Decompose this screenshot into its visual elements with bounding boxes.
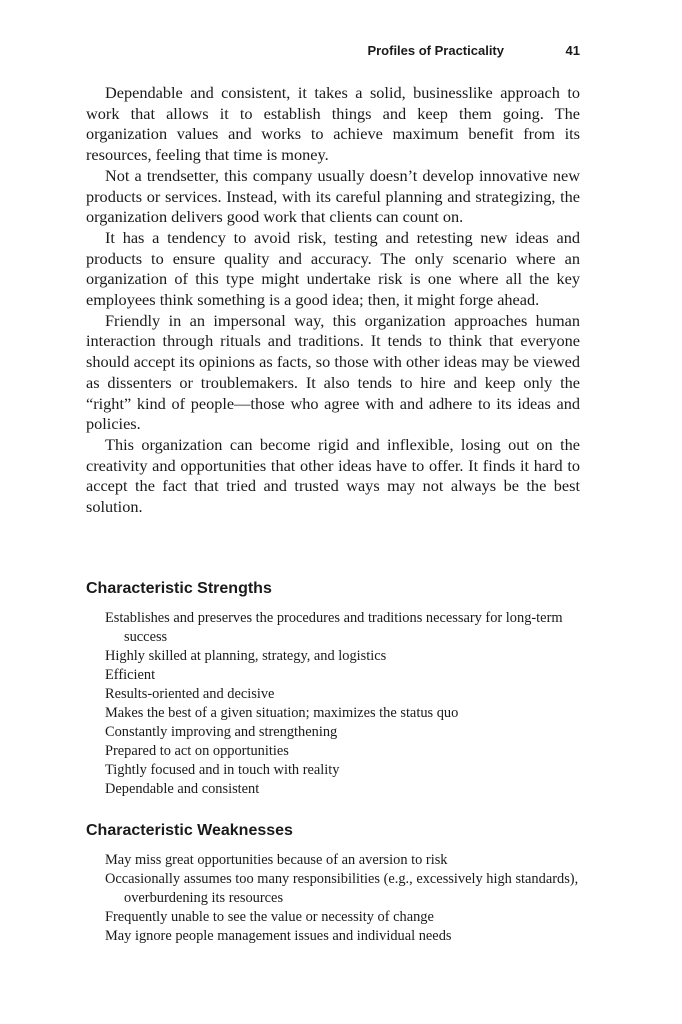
strengths-section [86, 578, 580, 799]
strength-item: Establishes and preserves the procedures and traditions necessary for long-term success [105, 610, 563, 645]
book-page [86, 0, 580, 1024]
weakness-item: Frequently unable to see the value or necessity of change [105, 909, 434, 925]
strength-item: Dependable and consistent [105, 781, 260, 797]
strengths-heading: Characteristic Strengths [86, 580, 272, 597]
weakness-item: May ignore people management issues and individual needs [105, 928, 452, 944]
weaknesses-heading: Characteristic Weaknesses [86, 822, 293, 839]
running-title: Profiles of Practicality [367, 43, 504, 58]
weakness-item: Occasionally assumes too many responsibilities (e.g., excessively high standards), overburdening its resources [105, 871, 579, 906]
strengths-list [86, 609, 580, 799]
strength-item: Tightly focused and in touch with reality [105, 762, 340, 778]
body-text [86, 83, 580, 518]
body-paragraph: Friendly in an impersonal way, this organization approaches human interaction through rituals and traditions. It tends to think that everyone should accept its opinions as facts, so those with other ideas may be viewed as dissenters or troublemakers. It also tends to hire and keep only the “right” kind of people—those who agree with and adhere to its ideas and policies. [86, 310, 580, 434]
strength-item: Highly skilled at planning, strategy, and logistics [105, 648, 387, 664]
strength-item: Makes the best of a given situation; maximizes the status quo [105, 705, 459, 721]
body-paragraph: Not a trendsetter, this company usually doesn’t develop innovative new products or services. Instead, with its careful planning and strategizing, the organization delivers good work that clients can count on. [86, 165, 580, 227]
running-head [86, 41, 580, 61]
strength-item: Prepared to act on opportunities [105, 743, 289, 759]
weakness-item: May miss great opportunities because of an aversion to risk [105, 852, 448, 868]
strength-item: Efficient [105, 667, 156, 683]
weaknesses-list [86, 851, 580, 946]
weaknesses-section [86, 820, 580, 946]
page-number: 41 [565, 43, 580, 58]
body-paragraph: Dependable and consistent, it takes a solid, businesslike approach to work that allows it to establish things and keep them going. The organization values and works to achieve maximum benefit from its resources, feeling that time is money. [86, 83, 580, 165]
strength-item: Constantly improving and strengthening [105, 724, 338, 740]
body-paragraph: This organization can become rigid and inflexible, losing out on the creativity and opportunities that other ideas have to offer. It finds it hard to accept the fact that tried and trusted ways may not always be the best solution. [86, 434, 580, 517]
strength-item: Results-oriented and decisive [105, 686, 275, 702]
body-paragraph: It has a tendency to avoid risk, testing and retesting new ideas and products to ensure quality and accuracy. The only scenario where an organization of this type might undertake risk is one where all the key employees think something is a good idea; then, it might forge ahead. [86, 227, 580, 310]
